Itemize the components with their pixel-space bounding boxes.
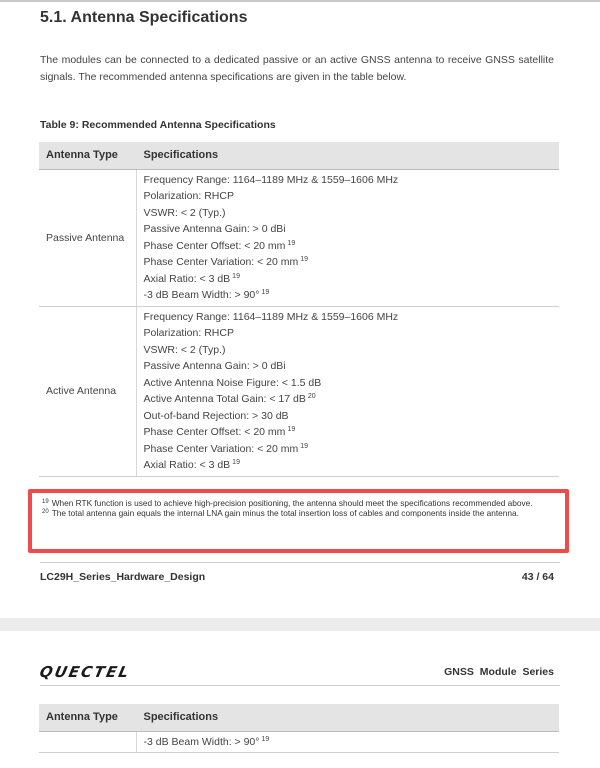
footnote-ref: 19 (232, 272, 240, 280)
spec-line (144, 375, 560, 392)
spec-line (144, 238, 560, 255)
spec-text: Axial Ratio: < 3 dB (143, 272, 231, 285)
spec-line (144, 734, 560, 751)
spec-line (144, 188, 560, 205)
footnote (42, 498, 555, 508)
footnote-ref: 19 (261, 735, 270, 743)
intro-paragraph: The modules can be connected to a dedicated passive or an active GNSS antenna to receive GNSS satellite signals. The recommended antenna specifications are given in the table below. (40, 54, 554, 83)
antenna-type-cell (39, 731, 136, 753)
spec-line (144, 205, 560, 222)
table-header-row (39, 704, 559, 731)
spec-text: Phase Center Variation: < 20 mm (143, 256, 299, 268)
page-top-border (0, 0, 600, 2)
footnote-ref: 19 (261, 289, 270, 296)
spec-line (144, 342, 560, 359)
header-antenna-type: Antenna Type (39, 704, 136, 731)
footnote-ref: 19 (300, 442, 309, 450)
spec-text: Axial Ratio: < 3 dB (143, 459, 231, 471)
spec-text: VSWR: < 2 (Typ.) (143, 206, 226, 219)
table-body (39, 731, 559, 753)
footnote-number: 20 (42, 509, 49, 515)
document-page-44 (0, 631, 600, 768)
spec-text: Active Antenna Total Gain: < 17 dB (143, 393, 306, 405)
spec-line (144, 271, 560, 288)
spec-line (144, 408, 560, 425)
spec-line (144, 309, 560, 326)
spec-text: Phase Center Offset: < 20 mm (143, 239, 286, 252)
specifications-cell (136, 731, 559, 753)
table-body (39, 169, 559, 476)
table-row (39, 169, 559, 306)
header-specifications: Specifications (136, 704, 559, 731)
header-series-name: GNSS Module Series (444, 666, 554, 678)
footnote (42, 508, 555, 518)
footer-divider (40, 562, 560, 563)
footnote-text: When RTK function is used to achieve high-precision positioning, the antenna should meet the specifications recommended above. (51, 498, 533, 508)
spec-line (144, 172, 560, 189)
spec-line (144, 254, 560, 271)
spec-line (144, 287, 560, 304)
section-title: 5.1. Antenna Specifications (40, 9, 248, 26)
spec-text: Active Antenna Noise Figure: < 1.5 dB (143, 376, 322, 389)
spec-line (144, 391, 560, 408)
specifications-cell (136, 306, 559, 476)
spec-line (144, 325, 560, 342)
spec-text: Polarization: RHCP (143, 327, 234, 339)
quectel-logo: QUECTEL (38, 663, 133, 681)
footnote-ref: 20 (307, 393, 316, 400)
table-header-row (39, 142, 559, 169)
table-caption: Table 9: Recommended Antenna Specifications (40, 119, 276, 131)
spec-text: Frequency Range: 1164–1189 MHz & 1559–1606 MHz (143, 173, 399, 186)
spec-text: Phase Center Offset: < 20 mm (143, 426, 286, 438)
spec-text: Out-of-band Rejection: > 30 dB (143, 409, 289, 422)
header-antenna-type: Antenna Type (39, 142, 136, 169)
footnotes (42, 498, 555, 518)
spec-text: Passive Antenna Gain: > 0 dBi (143, 360, 286, 372)
footnote-text: The total antenna gain equals the internal LNA gain minus the total insertion loss of cables and components inside the antenna. (51, 508, 519, 518)
spec-text: Frequency Range: 1164–1189 MHz & 1559–1606 MHz (143, 310, 399, 323)
spec-line (144, 358, 560, 375)
table-row (39, 306, 559, 476)
spec-text: -3 dB Beam Width: > 90° (143, 289, 260, 301)
antenna-type-cell: Passive Antenna (39, 169, 136, 306)
spec-text: -3 dB Beam Width: > 90° (143, 735, 260, 748)
header-divider (40, 685, 560, 686)
footnote-ref: 19 (232, 459, 240, 466)
footer-document-name: LC29H_Series_Hardware_Design (40, 571, 206, 583)
spec-line (144, 221, 560, 238)
antenna-spec-table (39, 142, 559, 477)
header-specifications: Specifications (136, 142, 559, 169)
spec-line (144, 424, 560, 441)
spec-text: Polarization: RHCP (143, 190, 234, 202)
spec-line (144, 441, 560, 458)
footnote-ref: 19 (287, 426, 296, 433)
footnote-number: 19 (42, 499, 49, 505)
footnote-ref: 19 (287, 239, 296, 247)
spec-line (144, 457, 560, 474)
spec-text: Phase Center Variation: < 20 mm (143, 442, 299, 455)
footnotes-highlight-box (28, 489, 569, 553)
spec-text: VSWR: < 2 (Typ.) (143, 343, 226, 356)
footnote-ref: 19 (300, 256, 309, 263)
spec-text: Passive Antenna Gain: > 0 dBi (143, 223, 286, 235)
antenna-spec-table-continued (39, 704, 559, 753)
specifications-cell (136, 169, 559, 306)
table-row (39, 731, 559, 753)
antenna-type-cell: Active Antenna (39, 306, 136, 476)
footer-page-number: 43 / 64 (521, 571, 554, 583)
